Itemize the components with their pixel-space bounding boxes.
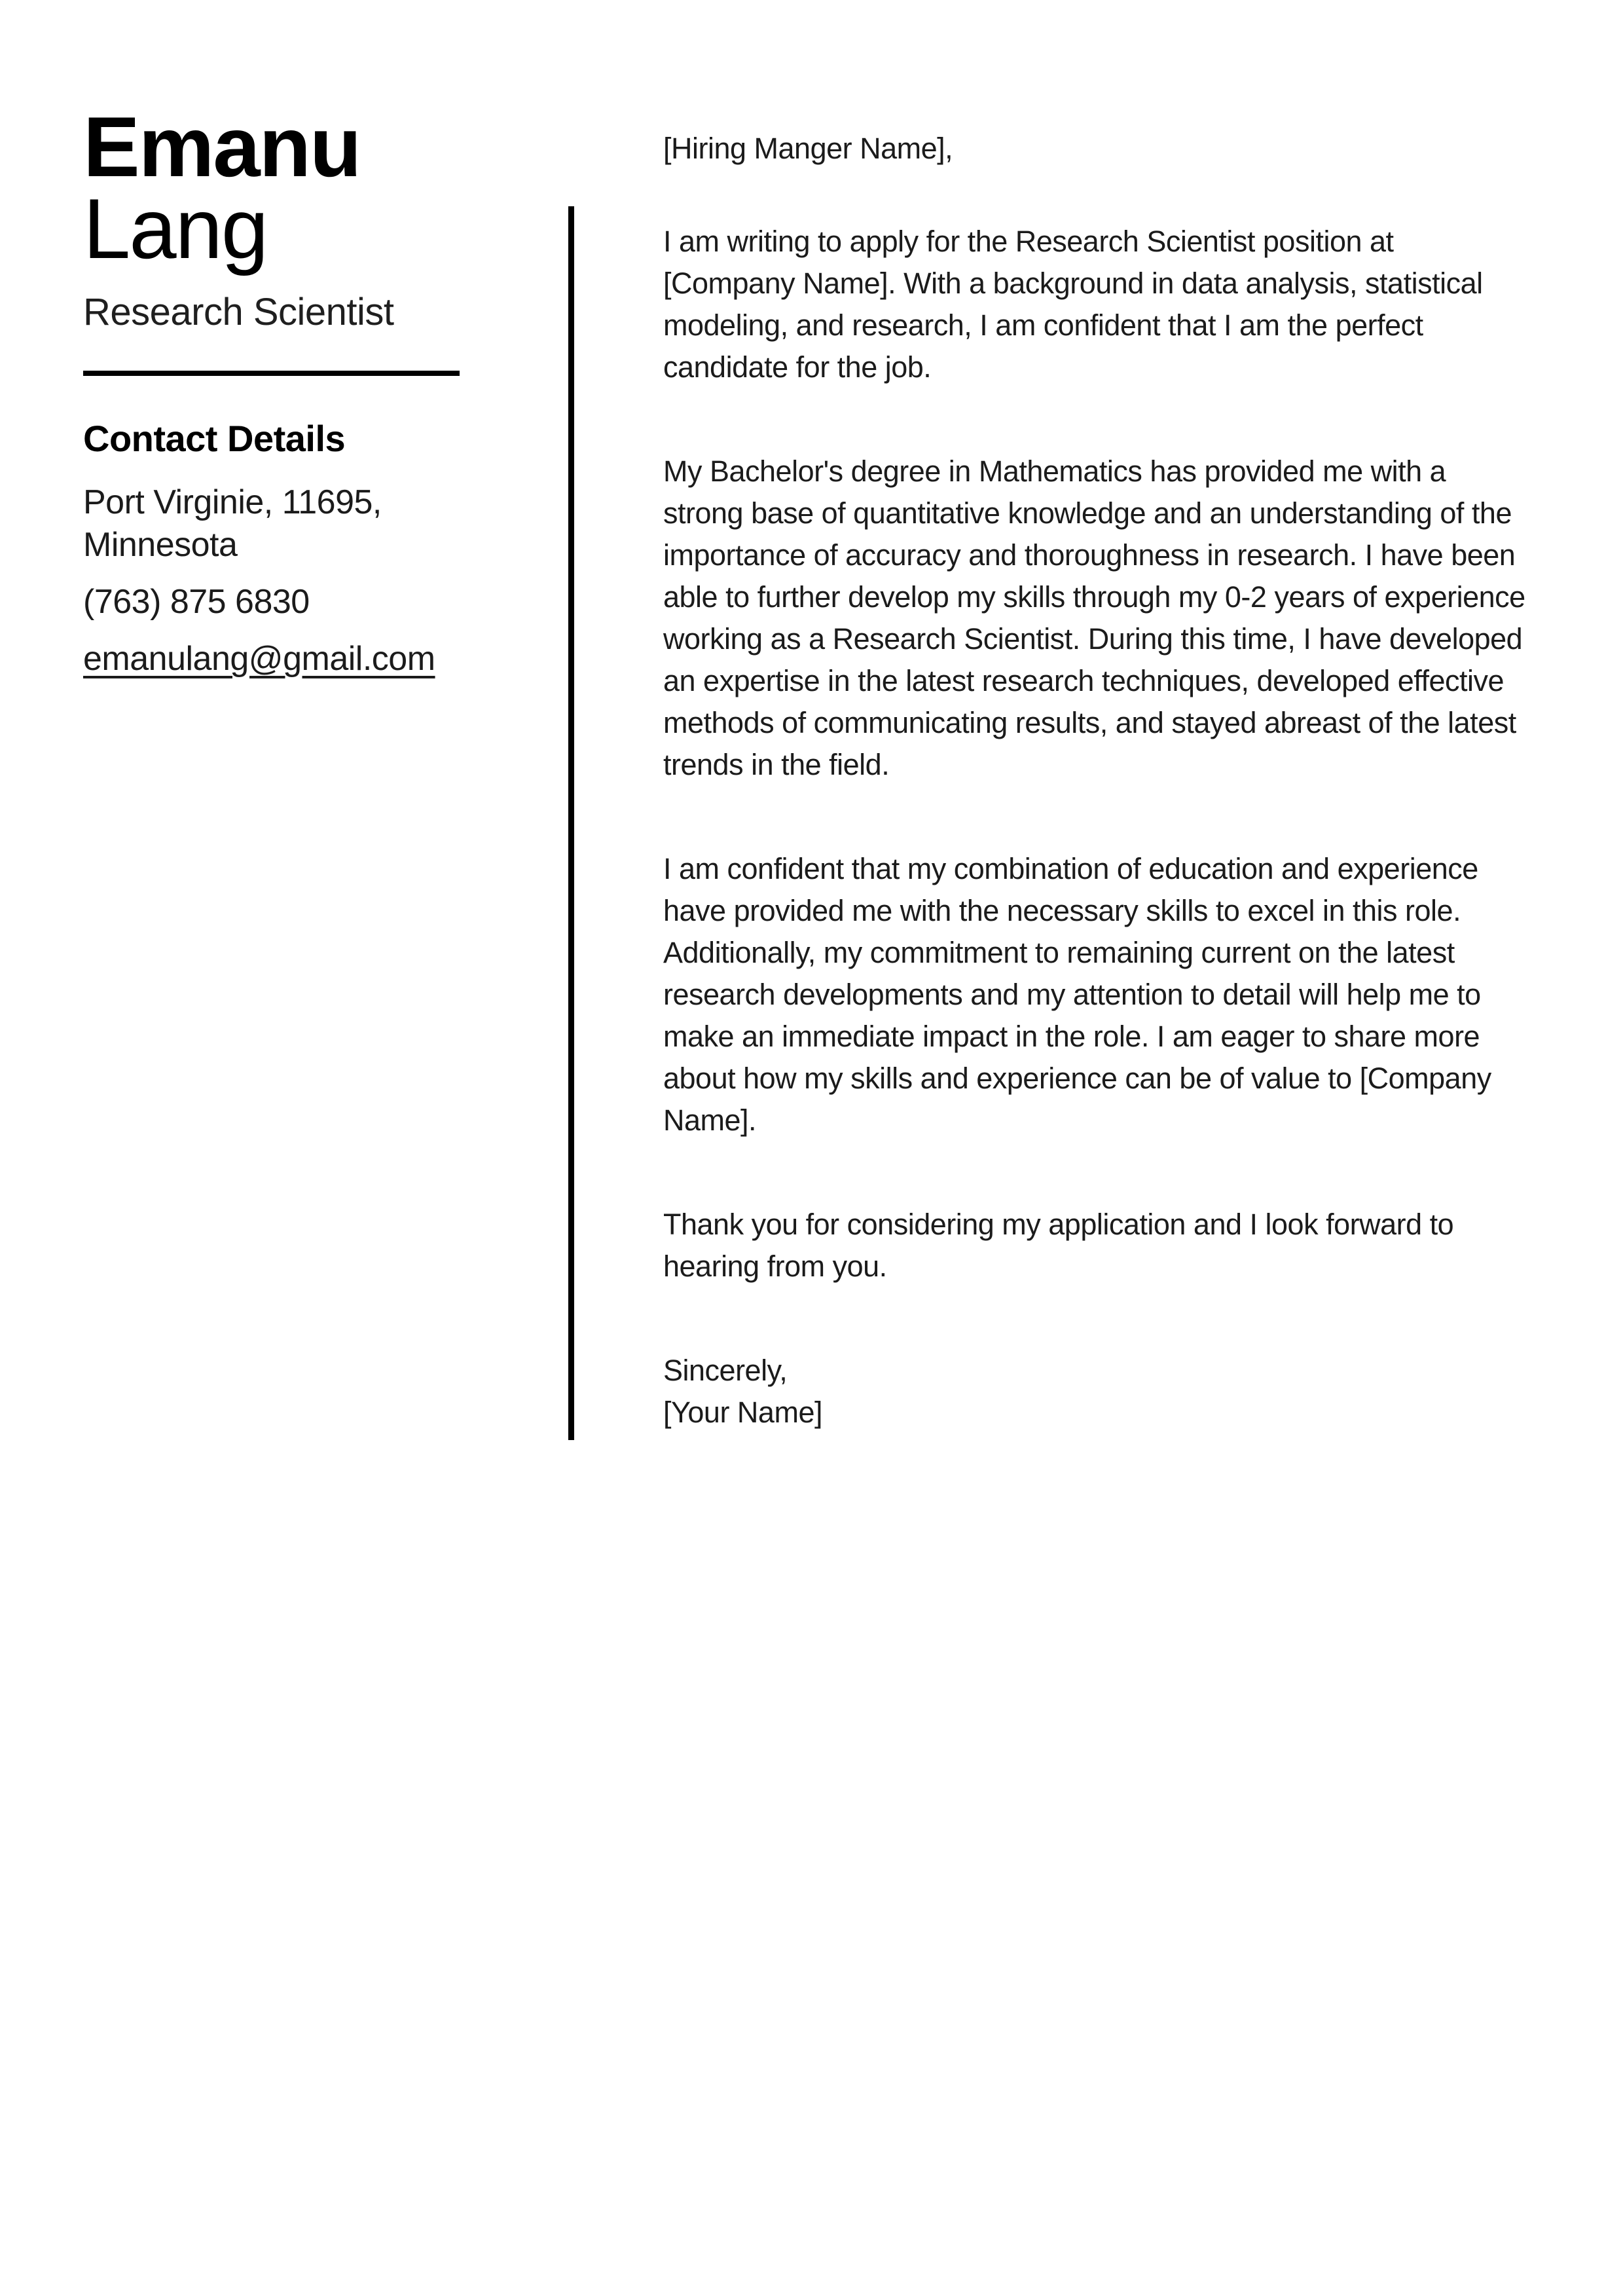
contact-email: [83, 638, 460, 680]
contact-address-line-2: Minnesota: [83, 526, 238, 564]
contact-address: [83, 481, 460, 566]
letter-paragraph-3: I am confident that my combination of education and experience have provided me with the necessary skills to excel in this role. Additionally, my commitment to remaining current on the latest research developments and my attention to detail will help me to make an immediate impact in the role. I am eager to share more about how my skills and experience can be of value to [Company Name].: [663, 852, 1491, 1137]
contact-address-line-1: Port Virginie, 11695,: [83, 483, 382, 521]
job-title: Research Scientist: [83, 291, 394, 333]
letter-paragraph-4: Thank you for considering my application and I look forward to hearing from you.: [663, 1208, 1454, 1283]
sidebar-divider-rule: [83, 371, 460, 376]
contact-phone: (763) 875 6830: [83, 583, 310, 621]
closing-name: [Your Name]: [663, 1396, 822, 1429]
closing-signoff: Sincerely,: [663, 1354, 788, 1387]
letter: [663, 128, 1527, 1440]
candidate-last-name: Lang: [83, 181, 268, 276]
candidate-first-name: Emanu: [83, 99, 361, 194]
letter-body: [568, 206, 1527, 1440]
candidate-name: [83, 99, 460, 276]
salutation: [Hiring Manger Name],: [663, 132, 953, 165]
closing: [663, 1350, 1527, 1434]
sidebar: [83, 99, 460, 680]
letter-paragraph-1: I am writing to apply for the Research Scientist position at [Company Name]. With a background in data analysis, statistical modeling, and research, I am confident that I am the perfect candidate for the job.: [663, 225, 1483, 384]
contact-details-heading: Contact Details: [83, 418, 346, 459]
contact-email-link[interactable]: emanulang@gmail.com: [83, 640, 435, 678]
letter-paragraph-2: My Bachelor's degree in Mathematics has provided me with a strong base of quantitative knowledge and an understanding of the importance of accuracy and thoroughness in research. I have been able to further develop my skills through my 0-2 years of experience working as a Research Scientist. During this time, I have developed an expertise in the latest research techniques, developed effective methods of communicating results, and stayed abreast of the latest trends in the field.: [663, 454, 1525, 781]
